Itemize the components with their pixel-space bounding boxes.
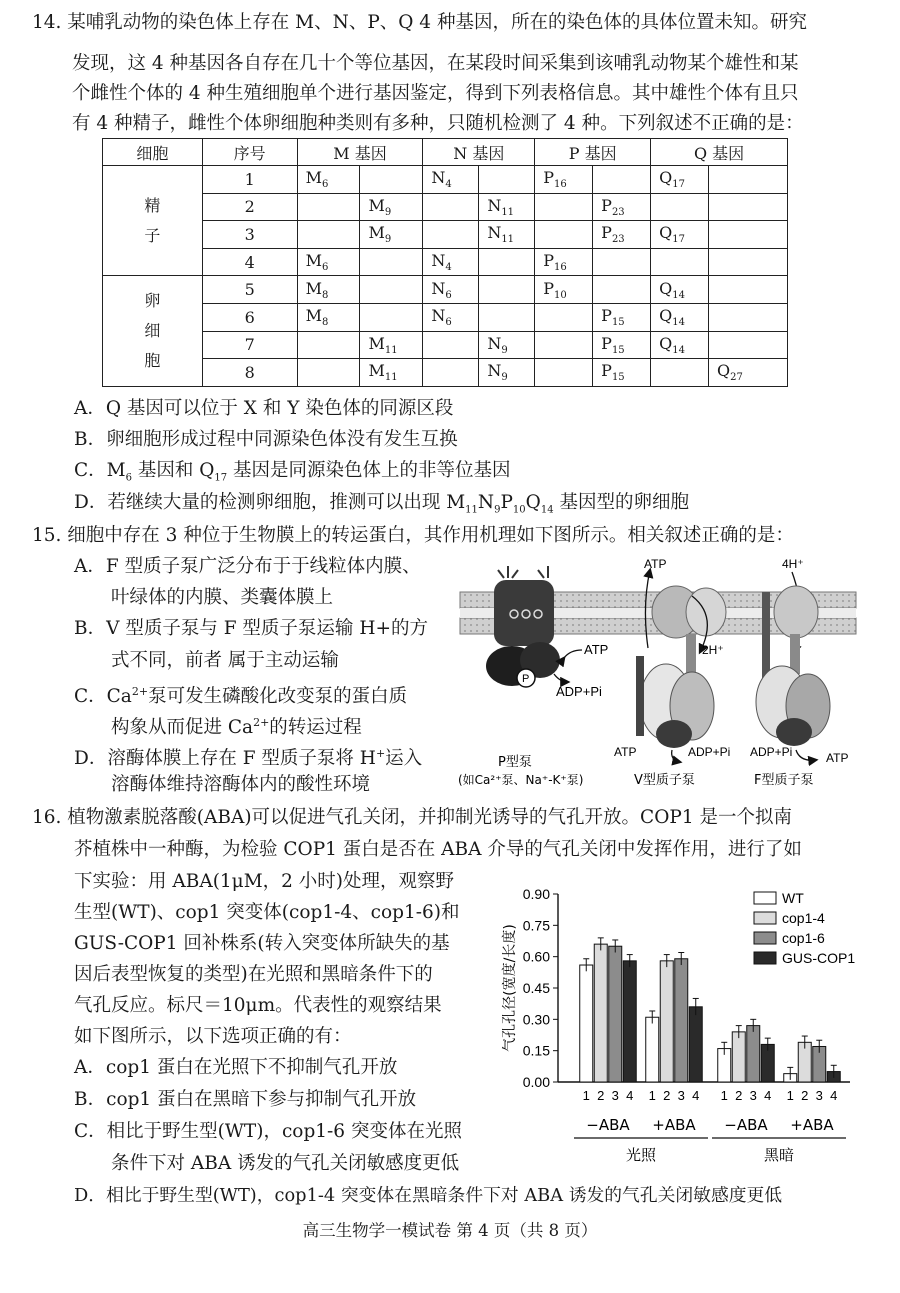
allele-cell: $P_{23}$ — [593, 221, 651, 249]
header-p: P 基因 — [535, 139, 651, 166]
table-row — [103, 193, 788, 221]
q14-stem-line-2: 发现，这 4 种基因各自存在几十个等位基因，在某段时间采集到该哺乳动物某个雄性和某 — [72, 53, 799, 74]
row-number: 8 — [202, 359, 297, 387]
v-pump-label: V型质子泵 — [634, 773, 695, 788]
q14-stem-line-1: 14. 某哺乳动物的染色体上存在 M、N、P、Q 4 种基因，所在的染色体的具体位置未知。研究 — [32, 12, 807, 33]
allele-cell: $Q_{17}$ — [651, 221, 709, 249]
legend-label: cop1-4 — [782, 910, 825, 926]
y-tick-label: 0.60 — [522, 948, 550, 965]
table-row — [103, 303, 788, 331]
p-pump-transmembrane — [494, 580, 554, 646]
allele-cell — [709, 221, 788, 249]
allele-cell — [535, 359, 593, 387]
q14-stem-line-4: 有 4 种精子，雌性个体卵细胞种类则有多种，只随机检测了 4 种。下列叙述不正确的是： — [72, 113, 804, 134]
f-pump-label: F型质子泵 — [754, 773, 814, 788]
allele-cell — [709, 303, 788, 331]
condition-label: 光照 — [625, 1146, 657, 1164]
row-number: 2 — [202, 193, 297, 221]
bar-index-label: 3 — [611, 1088, 619, 1103]
q16-option-c-cont: 条件下对 ABA 诱发的气孔关闭敏感度更低 — [74, 1153, 460, 1174]
q16-stem-line-4: 生型(WT)、cop1 突变体(cop1-4、cop1-6)和 — [74, 902, 460, 923]
allele-cell — [479, 248, 535, 276]
bar-cop1-4 — [594, 944, 607, 1082]
q16-stem-line-7: 气孔反应。标尺＝10μm。代表性的观察结果 — [74, 995, 442, 1016]
allele-cell: $N_9$ — [479, 359, 535, 387]
bar-index-label: 3 — [815, 1088, 823, 1103]
allele-cell — [535, 331, 593, 359]
allele-cell — [423, 331, 479, 359]
header-m: M 基因 — [297, 139, 423, 166]
treatment-label: +ABA — [652, 1116, 696, 1134]
allele-cell — [297, 193, 360, 221]
q15-option-c-cont: 构象从而促进 $Ca^{2+}$的转运过程 — [74, 716, 362, 739]
allele-cell: $N_4$ — [423, 166, 479, 194]
legend-swatch — [754, 932, 776, 944]
y-tick-label: 0.90 — [522, 886, 550, 902]
row-number: 1 — [202, 166, 297, 194]
bar-cop1-4 — [660, 961, 673, 1082]
bar-index-label: 1 — [582, 1088, 590, 1103]
allele-cell: $Q_{14}$ — [651, 303, 709, 331]
y-tick-label: 0.30 — [522, 1011, 550, 1028]
allele-cell: $P_{16}$ — [535, 166, 593, 194]
header-n: N 基因 — [423, 139, 535, 166]
allele-cell — [651, 359, 709, 387]
allele-cell: $P_{15}$ — [593, 331, 651, 359]
allele-cell: $Q_{14}$ — [651, 331, 709, 359]
allele-cell: $P_{23}$ — [593, 193, 651, 221]
v-pump-adp-label: ADP+Pi — [688, 745, 731, 759]
allele-cell — [423, 193, 479, 221]
allele-cell — [297, 331, 360, 359]
allele-cell — [479, 303, 535, 331]
allele-cell — [423, 221, 479, 249]
y-axis-label: 气孔孔径(宽度/长度) — [502, 924, 518, 1052]
bar-cop1-6 — [675, 959, 688, 1082]
allele-cell: $Q_{17}$ — [651, 166, 709, 194]
q15-option-b-cont: 式不同，前者 属于主动运输 — [74, 650, 339, 671]
allele-cell: $N_{11}$ — [479, 221, 535, 249]
bar-index-label: 1 — [648, 1088, 656, 1103]
group-egg: 卵 细 胞 — [103, 276, 203, 386]
legend-swatch — [754, 892, 776, 904]
q15-option-d: D．溶酶体膜上存在 F 型质子泵将 H+运入 — [74, 747, 423, 770]
allele-cell — [423, 359, 479, 387]
bar-index-label: 1 — [720, 1088, 728, 1103]
header-cell: 细胞 — [103, 139, 203, 166]
row-number: 3 — [202, 221, 297, 249]
allele-cell: $M_6$ — [297, 248, 360, 276]
q16-option-a: A．cop1 蛋白在光照下不抑制气孔开放 — [74, 1057, 398, 1078]
allele-cell — [360, 303, 423, 331]
table-row — [103, 248, 788, 276]
allele-cell — [479, 166, 535, 194]
allele-cell — [535, 193, 593, 221]
allele-cell: $M_9$ — [360, 221, 423, 249]
f-pump-rotor — [774, 586, 818, 638]
allele-cell — [479, 276, 535, 304]
allele-cell: $M_9$ — [360, 193, 423, 221]
bar-cop1-6 — [747, 1026, 760, 1082]
q14-option-b: B．卵细胞形成过程中同源染色体没有发生互换 — [74, 429, 458, 450]
treatment-label: +ABA — [790, 1116, 834, 1134]
q16-stem-line-6: 因后表型恢复的类型)在光照和黑暗条件下的 — [74, 964, 433, 985]
allele-cell: $P_{16}$ — [535, 248, 593, 276]
atp-arrow — [564, 650, 582, 658]
bar-index-label: 2 — [735, 1088, 743, 1103]
bar-index-label: 4 — [830, 1088, 838, 1103]
q15-option-b: B．V 型质子泵与 F 型质子泵运输 H+的方 — [74, 618, 428, 639]
glycan-icon — [498, 566, 518, 578]
p-pump-atp-label: ATP — [584, 642, 609, 657]
v-pump-atp-label: ATP — [614, 745, 637, 759]
treatment-label: −ABA — [724, 1116, 768, 1134]
q14-option-a: A．Q 基因可以位于 X 和 Y 染色体的同源区段 — [74, 398, 454, 419]
table-row — [103, 331, 788, 359]
bar-index-label: 4 — [626, 1088, 634, 1103]
bar-wt — [646, 1017, 659, 1082]
allele-cell — [709, 166, 788, 194]
q15-option-d-cont: 溶酶体维持溶酶体内的酸性环境 — [74, 774, 371, 795]
allele-cell — [360, 166, 423, 194]
row-number: 4 — [202, 248, 297, 276]
q15-option-c: C．$Ca^{2+}$泵可发生磷酸化改变泵的蛋白质 — [74, 685, 408, 708]
p-pump-examples: (如Ca²⁺泵、Na⁺-K⁺泵) — [458, 773, 584, 787]
y-tick-label: 0.15 — [522, 1042, 550, 1059]
q16-option-b: B．cop1 蛋白在黑暗下参与抑制气孔开放 — [74, 1089, 417, 1110]
allele-cell — [297, 359, 360, 387]
group-sperm: 精 子 — [103, 166, 203, 276]
legend-label: WT — [782, 890, 804, 906]
allele-cell: $N_9$ — [479, 331, 535, 359]
bar-index-label: 3 — [749, 1088, 757, 1103]
table-row — [103, 166, 788, 194]
treatment-label: −ABA — [586, 1116, 630, 1134]
table-row — [103, 359, 788, 387]
q16-stem-line-2: 芥植株中一种酶，为检验 COP1 蛋白是否在 ABA 介导的气孔关闭中发挥作用，进行了如 — [74, 839, 802, 860]
allele-cell: $N_4$ — [423, 248, 479, 276]
allele-cell: $M_8$ — [297, 276, 360, 304]
q15-option-a: A．F 型质子泵广泛分布于于线粒体内膜、 — [74, 556, 421, 577]
allele-cell: $P_{10}$ — [535, 276, 593, 304]
header-q: Q 基因 — [651, 139, 788, 166]
row-number: 6 — [202, 303, 297, 331]
allele-cell — [535, 303, 593, 331]
y-tick-label: 0.75 — [522, 917, 550, 934]
header-seq: 序号 — [202, 139, 297, 166]
allele-cell — [593, 248, 651, 276]
bar-cop1-6 — [609, 946, 622, 1082]
page-footer: 高三生物学一模试卷 第 4 页（共 8 页） — [302, 1221, 598, 1240]
bar-index-label: 4 — [692, 1088, 700, 1103]
allele-cell — [360, 276, 423, 304]
bar-index-label: 4 — [764, 1088, 772, 1103]
allele-cell — [709, 248, 788, 276]
glycan-icon — [538, 566, 548, 578]
adp-arrow — [554, 674, 568, 682]
bar-index-label: 2 — [663, 1088, 671, 1103]
bar-index-label: 3 — [677, 1088, 685, 1103]
allele-cell: $N_{11}$ — [479, 193, 535, 221]
q16-stem-line-3: 下实验：用 ABA(1μM，2 小时)处理，观察野 — [74, 871, 455, 892]
row-number: 7 — [202, 331, 297, 359]
q14-option-c: C．$M_6$ 基因和 $Q_{17}$ 基因是同源染色体上的非等位基因 — [74, 460, 511, 484]
table-row — [103, 276, 788, 304]
f-pump-4h-label: 4H⁺ — [782, 557, 804, 571]
table-row — [103, 221, 788, 249]
allele-cell: $N_6$ — [423, 303, 479, 331]
allele-cell: $P_{15}$ — [593, 359, 651, 387]
bar-index-label: 1 — [786, 1088, 794, 1103]
allele-cell: $Q_{27}$ — [709, 359, 788, 387]
transporter-figure — [456, 556, 860, 798]
p-pump-label: P型泵 — [498, 755, 532, 770]
bar-gus-cop1 — [689, 1007, 702, 1082]
q15-option-a-cont: 叶绿体的内膜、类囊体膜上 — [74, 587, 334, 608]
f-pump-atp-label: ATP — [826, 751, 849, 765]
q16-stem-line-1: 16. 植物激素脱落酸(ABA)可以促进气孔关闭，并抑制光诱导的气孔开放。COP1 是一个拟南 — [32, 807, 792, 828]
allele-cell — [651, 193, 709, 221]
allele-cell — [651, 248, 709, 276]
q16-option-d: D．相比于野生型(WT)，cop1-4 突变体在黑暗条件下对 ABA 诱发的气孔关闭敏感度更低 — [74, 1185, 783, 1206]
allele-cell — [535, 221, 593, 249]
legend-swatch — [754, 912, 776, 924]
allele-cell: $N_6$ — [423, 276, 479, 304]
v-pump-top-atp: ATP — [644, 557, 667, 571]
allele-cell: $P_{15}$ — [593, 303, 651, 331]
allele-cell: $M_{11}$ — [360, 359, 423, 387]
allele-cell — [709, 193, 788, 221]
q16-stem-line-5: GUS-COP1 回补株系(转入突变体所缺失的基 — [74, 933, 450, 954]
q15-stem: 15. 细胞中存在 3 种位于生物膜上的转运蛋白，其作用机理如下图所示。相关叙述正确的是： — [32, 525, 794, 546]
phosphate-label: P — [522, 673, 530, 685]
allele-cell — [297, 221, 360, 249]
allele-cell: $M_{11}$ — [360, 331, 423, 359]
allele-cell: $Q_{14}$ — [651, 276, 709, 304]
allele-cell — [709, 276, 788, 304]
bar-index-label: 2 — [801, 1088, 809, 1103]
gene-table — [102, 138, 788, 387]
bar-wt — [580, 965, 593, 1082]
legend-label: cop1-6 — [782, 930, 825, 946]
row-number: 5 — [202, 276, 297, 304]
bar-gus-cop1 — [623, 961, 636, 1082]
q14-option-d: D．若继续大量的检测卵细胞，推测可以出现 $M_{11}N_9P_{10}Q_{14}$ 基因型的卵细胞 — [74, 492, 689, 516]
bar-index-label: 2 — [597, 1088, 605, 1103]
stomatal-aperture-chart — [498, 878, 860, 1166]
q16-option-c: C．相比于野生型(WT)，cop1-6 突变体在光照 — [74, 1121, 462, 1142]
allele-cell — [360, 248, 423, 276]
legend-swatch — [754, 952, 776, 964]
p-pump-adp-label: ADP+Pi — [556, 684, 602, 699]
v-pump-2h-label: 2H⁺ — [702, 643, 724, 657]
allele-cell — [593, 276, 651, 304]
allele-cell — [593, 166, 651, 194]
legend-label: GUS-COP1 — [782, 950, 856, 966]
table-header-row — [103, 139, 788, 166]
f-pump-adp-label: ADP+Pi — [750, 745, 793, 759]
y-tick-label: 0.00 — [522, 1074, 550, 1090]
allele-cell: $M_6$ — [297, 166, 360, 194]
y-tick-label: 0.45 — [522, 980, 550, 996]
q14-stem-line-3: 个雌性个体的 4 种生殖细胞单个进行基因鉴定，得到下列表格信息。其中雄性个体有且只 — [72, 83, 799, 104]
q16-stem-line-8: 如下图所示，以下选项正确的有： — [74, 1026, 352, 1047]
bar-cop1-4 — [732, 1032, 745, 1082]
allele-cell — [709, 331, 788, 359]
condition-label: 黑暗 — [763, 1146, 795, 1164]
allele-cell: $M_8$ — [297, 303, 360, 331]
